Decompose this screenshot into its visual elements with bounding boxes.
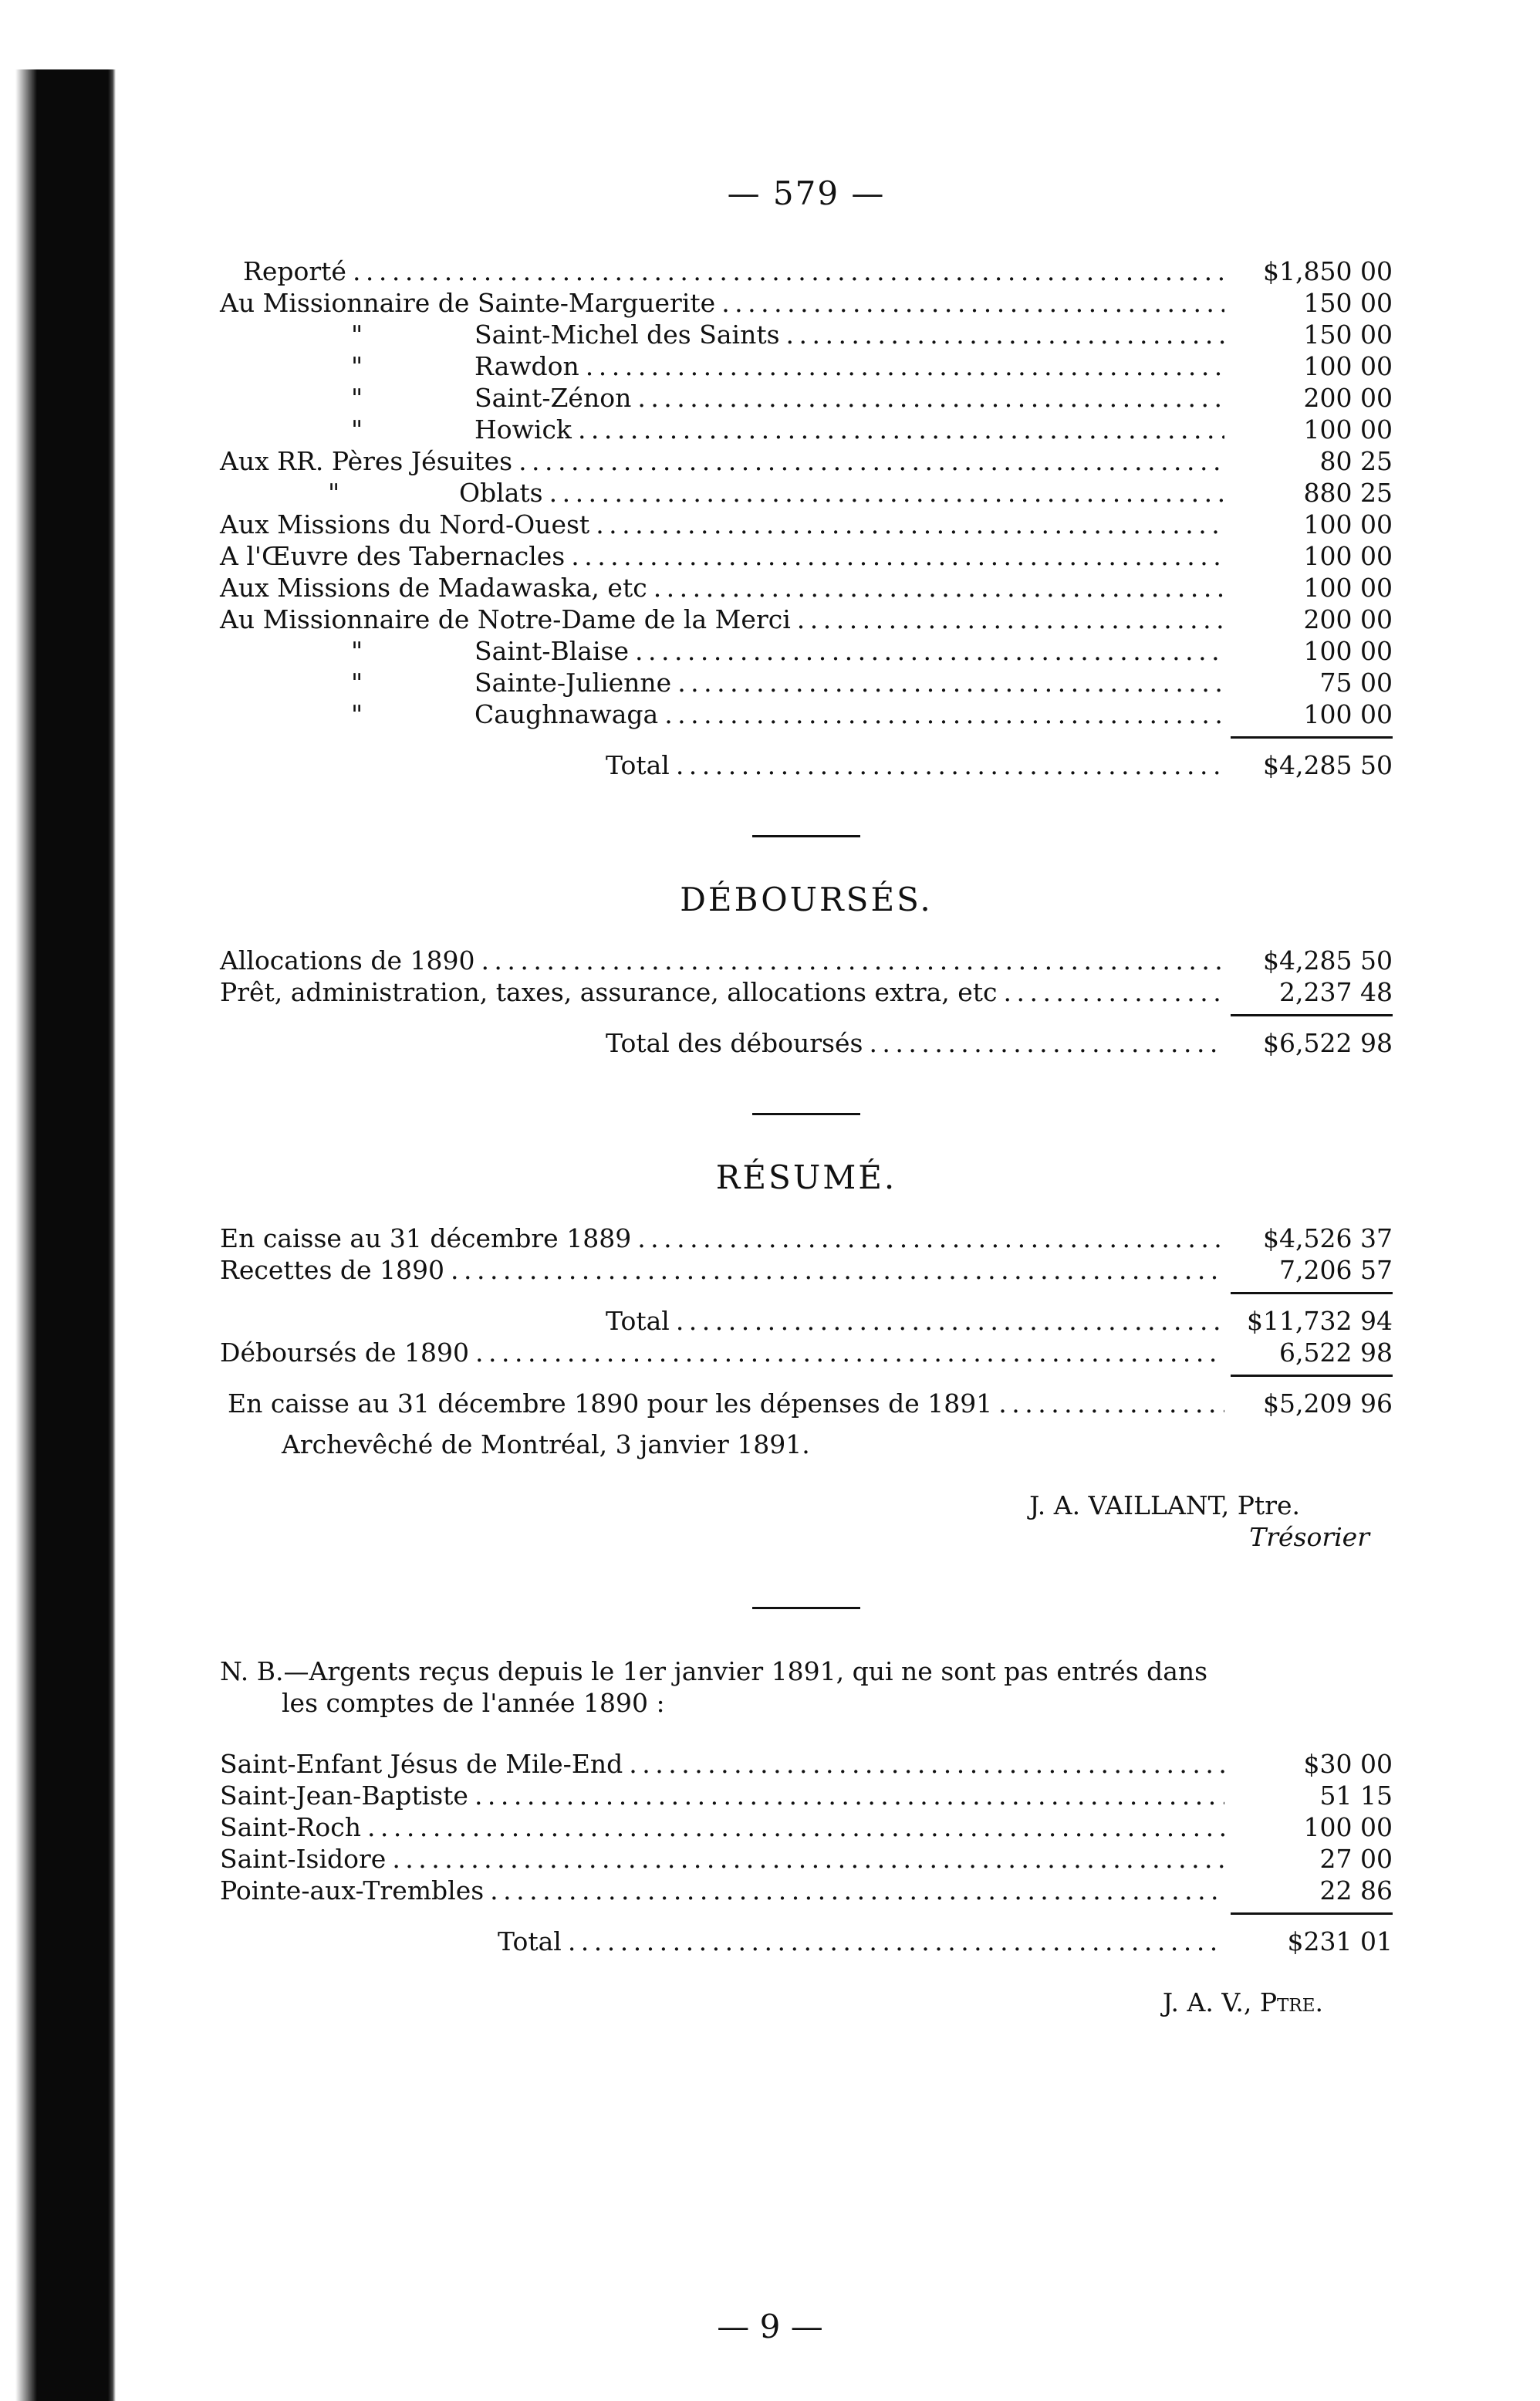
table-row: Saint-Enfant Jésus de Mile-End . . . $30 00 [220, 1748, 1393, 1780]
table-row: Au Missionnaire de Sainte-Marguerite . . . 150 00 [220, 287, 1393, 319]
initials-signature: J. A. V., Ptre. [1162, 1987, 1323, 2017]
place-date: Archevêché de Montréal, 3 janvier 1891. [282, 1429, 810, 1459]
total-row: Total . . . $4,285 50 [220, 749, 1393, 781]
table-row: " Saint-Blaise . . . 100 00 [220, 635, 1393, 667]
ditto-mark: " [351, 699, 363, 729]
sum-rule [1231, 1375, 1393, 1377]
book-spine-shadow [0, 69, 116, 2401]
total-row: Total . . . $11,732 94 [220, 1305, 1393, 1337]
table-row: Recettes de 1890 . . . 7,206 57 [220, 1254, 1393, 1286]
ditto-mark: " [351, 383, 363, 413]
table-row: " Rawdon . . . 100 00 [220, 350, 1393, 382]
ditto-mark: " [351, 668, 363, 698]
ditto-mark: " [328, 478, 340, 508]
table-row: Saint-Jean-Baptiste . . . 51 15 [220, 1780, 1393, 1811]
table-row: En caisse au 31 décembre 1889 . . . $4,526 37 [220, 1222, 1393, 1254]
table-row: " Oblats . . . 880 25 [220, 477, 1393, 509]
section-divider [752, 1607, 860, 1609]
table-row: Aux Missions du Nord-Ouest . . . 100 00 [220, 509, 1393, 540]
document-page [220, 174, 1393, 2018]
table-row: " Howick . . . 100 00 [220, 414, 1393, 445]
nb-note-line2: les comptes de l'année 1890 : [282, 1688, 665, 1718]
table-row: A l'Œuvre des Tabernacles . . . 100 00 [220, 540, 1393, 572]
balance-row: En caisse au 31 décembre 1890 pour les dépenses de 1891 . . . $5,209 96 [220, 1388, 1393, 1419]
treasurer-signature: J. A. VAILLANT, Ptre. [1029, 1490, 1300, 1520]
footer-page-number: — 9 — [717, 2308, 823, 2345]
section-divider [752, 1113, 860, 1115]
sum-rule [1231, 736, 1393, 739]
table-row: Saint-Isidore . . . 27 00 [220, 1843, 1393, 1875]
nb-note-line1: N. B.—Argents reçus depuis le 1er janvier 1891, qui ne sont pas entrés dans [220, 1656, 1208, 1686]
section-divider [752, 835, 860, 837]
table-row: " Saint-Zénon . . . 200 00 [220, 382, 1393, 414]
table-row: Aux RR. Pères Jésuites . . . 80 25 [220, 445, 1393, 477]
table-row: Au Missionnaire de Notre-Dame de la Merci . . . 200 00 [220, 604, 1393, 635]
table-row: Allocations de 1890 . . . $4,285 50 [220, 945, 1393, 976]
ditto-mark: " [351, 320, 363, 350]
table-row: Saint-Roch . . . 100 00 [220, 1811, 1393, 1843]
table-row: Reporté . . . $1,850 00 [220, 255, 1393, 287]
table-row: Déboursés de 1890 . . . 6,522 98 [220, 1337, 1393, 1368]
table-row: Prêt, administration, taxes, assurance, allocations extra, etc . . . 2,237 48 [220, 976, 1393, 1008]
table-row: " Sainte-Julienne . . . 75 00 [220, 667, 1393, 698]
ditto-mark: " [351, 414, 363, 445]
treasurer-title: Trésorier [1249, 1522, 1369, 1552]
table-row: " Saint-Michel des Saints . . . 150 00 [220, 319, 1393, 350]
ditto-mark: " [351, 351, 363, 381]
table-row: " Caughnawaga . . . 100 00 [220, 698, 1393, 730]
total-row: Total . . . $231 01 [220, 1926, 1393, 1957]
allocations-table [220, 255, 1393, 781]
sum-rule [1231, 1014, 1393, 1016]
page-number: — 579 — [727, 174, 886, 212]
sum-rule [1231, 1292, 1393, 1294]
ditto-mark: " [351, 636, 363, 666]
total-row: Total des déboursés . . . $6,522 98 [220, 1027, 1393, 1059]
section-heading: RÉSUMÉ. [715, 1158, 897, 1196]
section-heading: DÉBOURSÉS. [680, 881, 933, 918]
sum-rule [1231, 1912, 1393, 1915]
table-row: Pointe-aux-Trembles . . . 22 86 [220, 1875, 1393, 1906]
table-row: Aux Missions de Madawaska, etc . . . 100 00 [220, 572, 1393, 604]
